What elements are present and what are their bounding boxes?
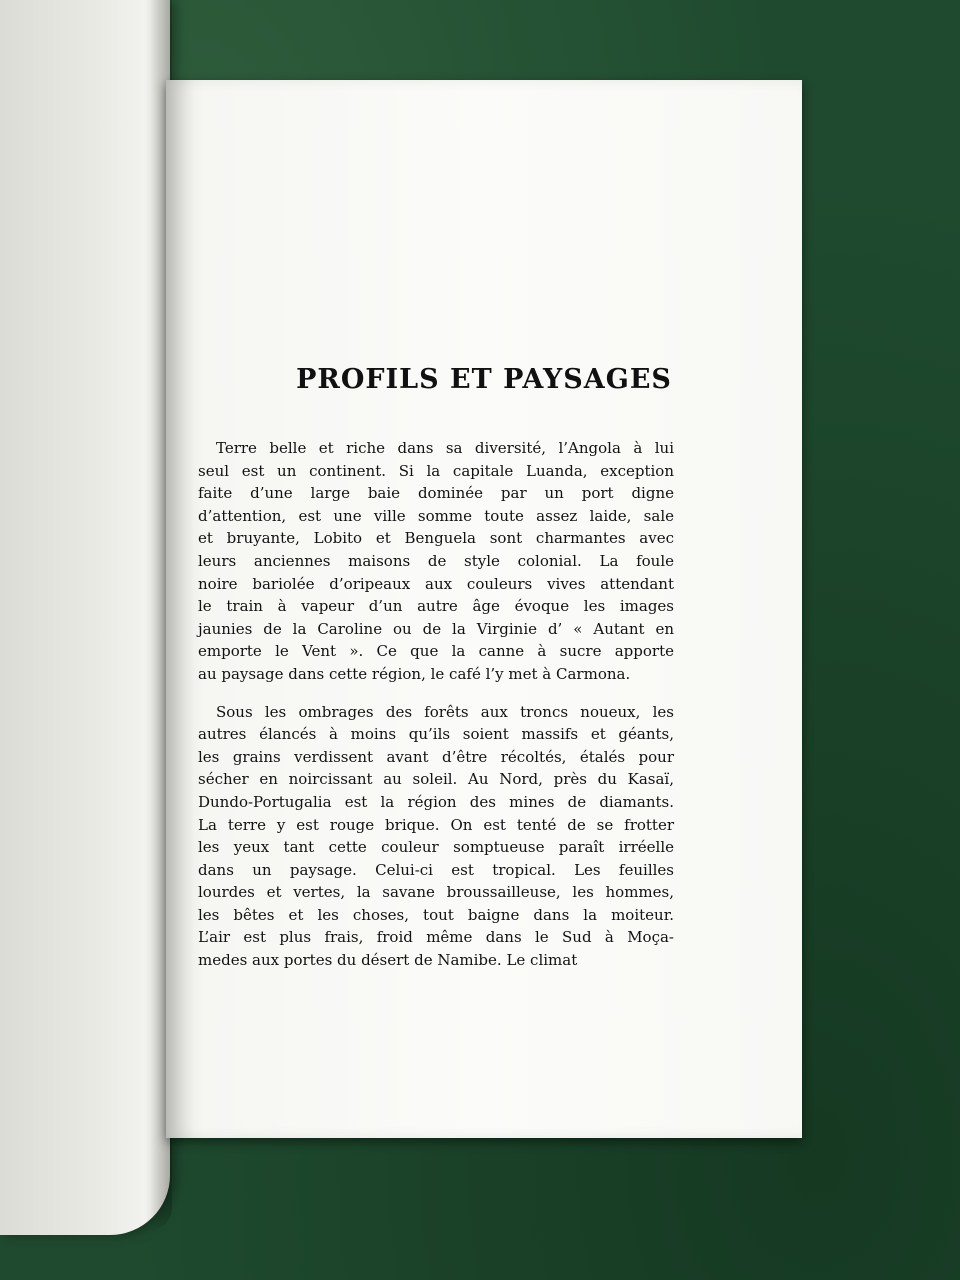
text-line: Sous les ombrages des forêts aux troncs noueux, les [216, 702, 674, 721]
text-line: L’air est plus frais, froid même dans le Sud à Moça- [198, 928, 674, 947]
text-line: La terre y est rouge brique. On est tenté de se frotter [198, 815, 674, 834]
text-line: autres élancés à moins qu’ils soient massifs et géants, [198, 725, 674, 744]
text-line: Dundo-Portugalia est la région des mines de diamants. [198, 792, 674, 811]
left-page [0, 0, 170, 1235]
paragraph [198, 437, 674, 686]
book-page [166, 80, 802, 1138]
page-gutter-shadow [166, 80, 194, 1138]
text-line: emporte le Vent ». Ce que la canne à sucre apporte [198, 642, 674, 661]
text-line: noire bariolée d’oripeaux aux couleurs vives attendant [198, 574, 674, 593]
text-line: Terre belle et riche dans sa diversité, l’Angola à lui [216, 439, 674, 457]
text-line: le train à vapeur d’un autre âge évoque les images [198, 597, 674, 616]
text-line: medes aux portes du désert de Namibe. Le climat [198, 951, 578, 970]
text-line: dans un paysage. Celui-ci est tropical. Les feuilles [198, 860, 674, 879]
text-line: seul est un continent. Si la capitale Luanda, exception [198, 461, 674, 480]
chapter-title: PROFILS ET PAYSAGES [296, 364, 672, 395]
text-line: les grains verdissent avant d’être récoltés, étalés pour [198, 747, 674, 766]
text-line: faite d’une large baie dominée par un port digne [198, 484, 674, 503]
text-line: leurs anciennes maisons de style colonial. La foule [198, 551, 674, 570]
text-line: lourdes et vertes, la savane broussailleuse, les hommes, [198, 883, 674, 902]
text-line: et bruyante, Lobito et Benguela sont charmantes avec [198, 529, 674, 548]
text-line: sécher en noircissant au soleil. Au Nord, près du Kasaï, [198, 770, 674, 789]
body-text [198, 437, 674, 987]
text-line: au paysage dans cette région, le café l’y met à Carmona. [198, 664, 631, 683]
text-line: d’attention, est une ville somme toute assez laide, sale [198, 506, 674, 525]
text-line: les bêtes et les choses, tout baigne dans la moiteur. [198, 905, 674, 924]
text-line: jaunies de la Caroline ou de la Virginie d’ « Autant en [198, 619, 674, 638]
paragraph [198, 701, 674, 972]
text-line: les yeux tant cette couleur somptueuse paraît irréelle [198, 838, 674, 857]
